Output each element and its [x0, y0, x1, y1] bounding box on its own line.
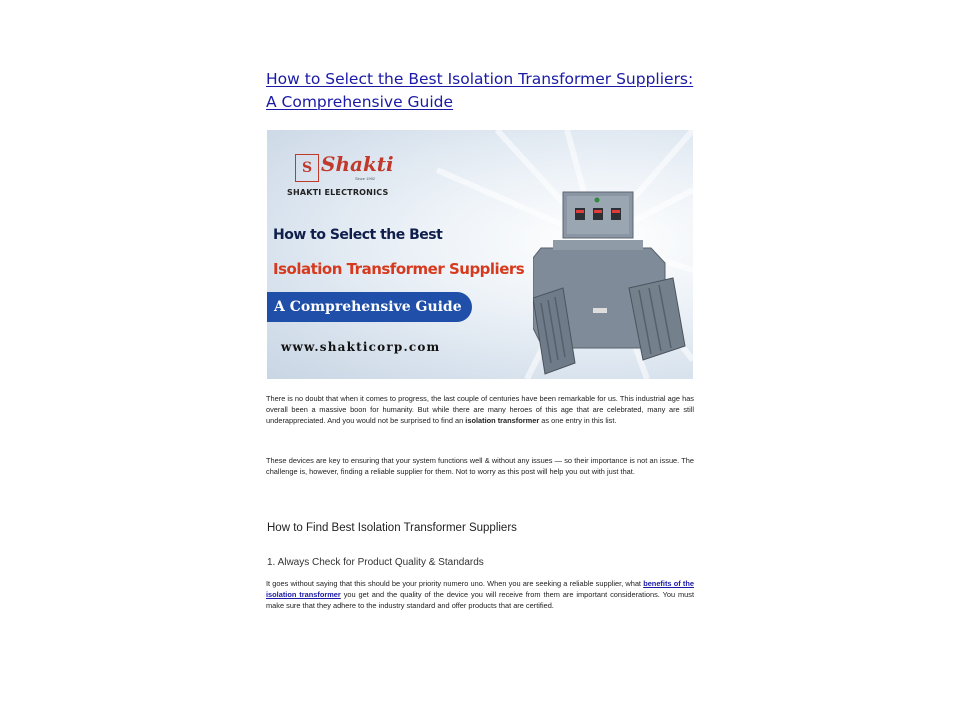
- shakti-logo-mark: S: [295, 154, 319, 182]
- banner-headline-line1: How to Select the Best: [273, 227, 443, 243]
- intro-paragraph-1: There is no doubt that when it comes to progress, the last couple of centuries have been remarkable for us. This industrial age has overall been a massive boon for humanity. But while there are many heroes of this age that are celebrated, many are still underappreciated. And you would not be surprised to find an isolation transformer as one entry in this list.: [266, 394, 694, 426]
- banner-headline-line2: Isolation Transformer Suppliers: [273, 260, 525, 278]
- banner-guide-pill: [267, 292, 472, 322]
- logo-tagline: Since 1992: [355, 176, 376, 181]
- intro-paragraph-2: These devices are key to ensuring that your system functions well & without any issues — so their importance is not an issue. The challenge is, however, finding a reliable supplier for them. Not to worry as this post will help you out with just that.: [266, 456, 694, 477]
- banner-guide-label: A Comprehensive Guide: [274, 299, 462, 315]
- isolation-transformer-illustration: [533, 178, 693, 378]
- section-heading: How to Find Best Isolation Transformer Suppliers: [267, 522, 517, 534]
- document-title-link[interactable]: How to Select the Best Isolation Transformer Suppliers: A Comprehensive Guide: [266, 70, 694, 111]
- section-subheading: 1. Always Check for Product Quality & Standards: [267, 557, 484, 568]
- bold-term: isolation transformer: [465, 416, 540, 426]
- banner-website: www.shakticorp.com: [281, 340, 441, 354]
- shakti-logo-text: Shakti: [321, 152, 394, 176]
- company-name: SHAKTI ELECTRONICS: [287, 188, 389, 197]
- section-paragraph: It goes without saying that this should be your priority numero uno. When you are seeking a reliable supplier, what benefits of the isolation transformer you get and the quality of the device you will receive from them are important considerations. You must make sure that they adhere to the industry standard and offer products that are certified.: [266, 579, 694, 611]
- benefits-link[interactable]: benefits of the isolation transformer: [266, 579, 694, 600]
- document-title: [266, 68, 706, 114]
- hero-banner-image: [267, 130, 693, 379]
